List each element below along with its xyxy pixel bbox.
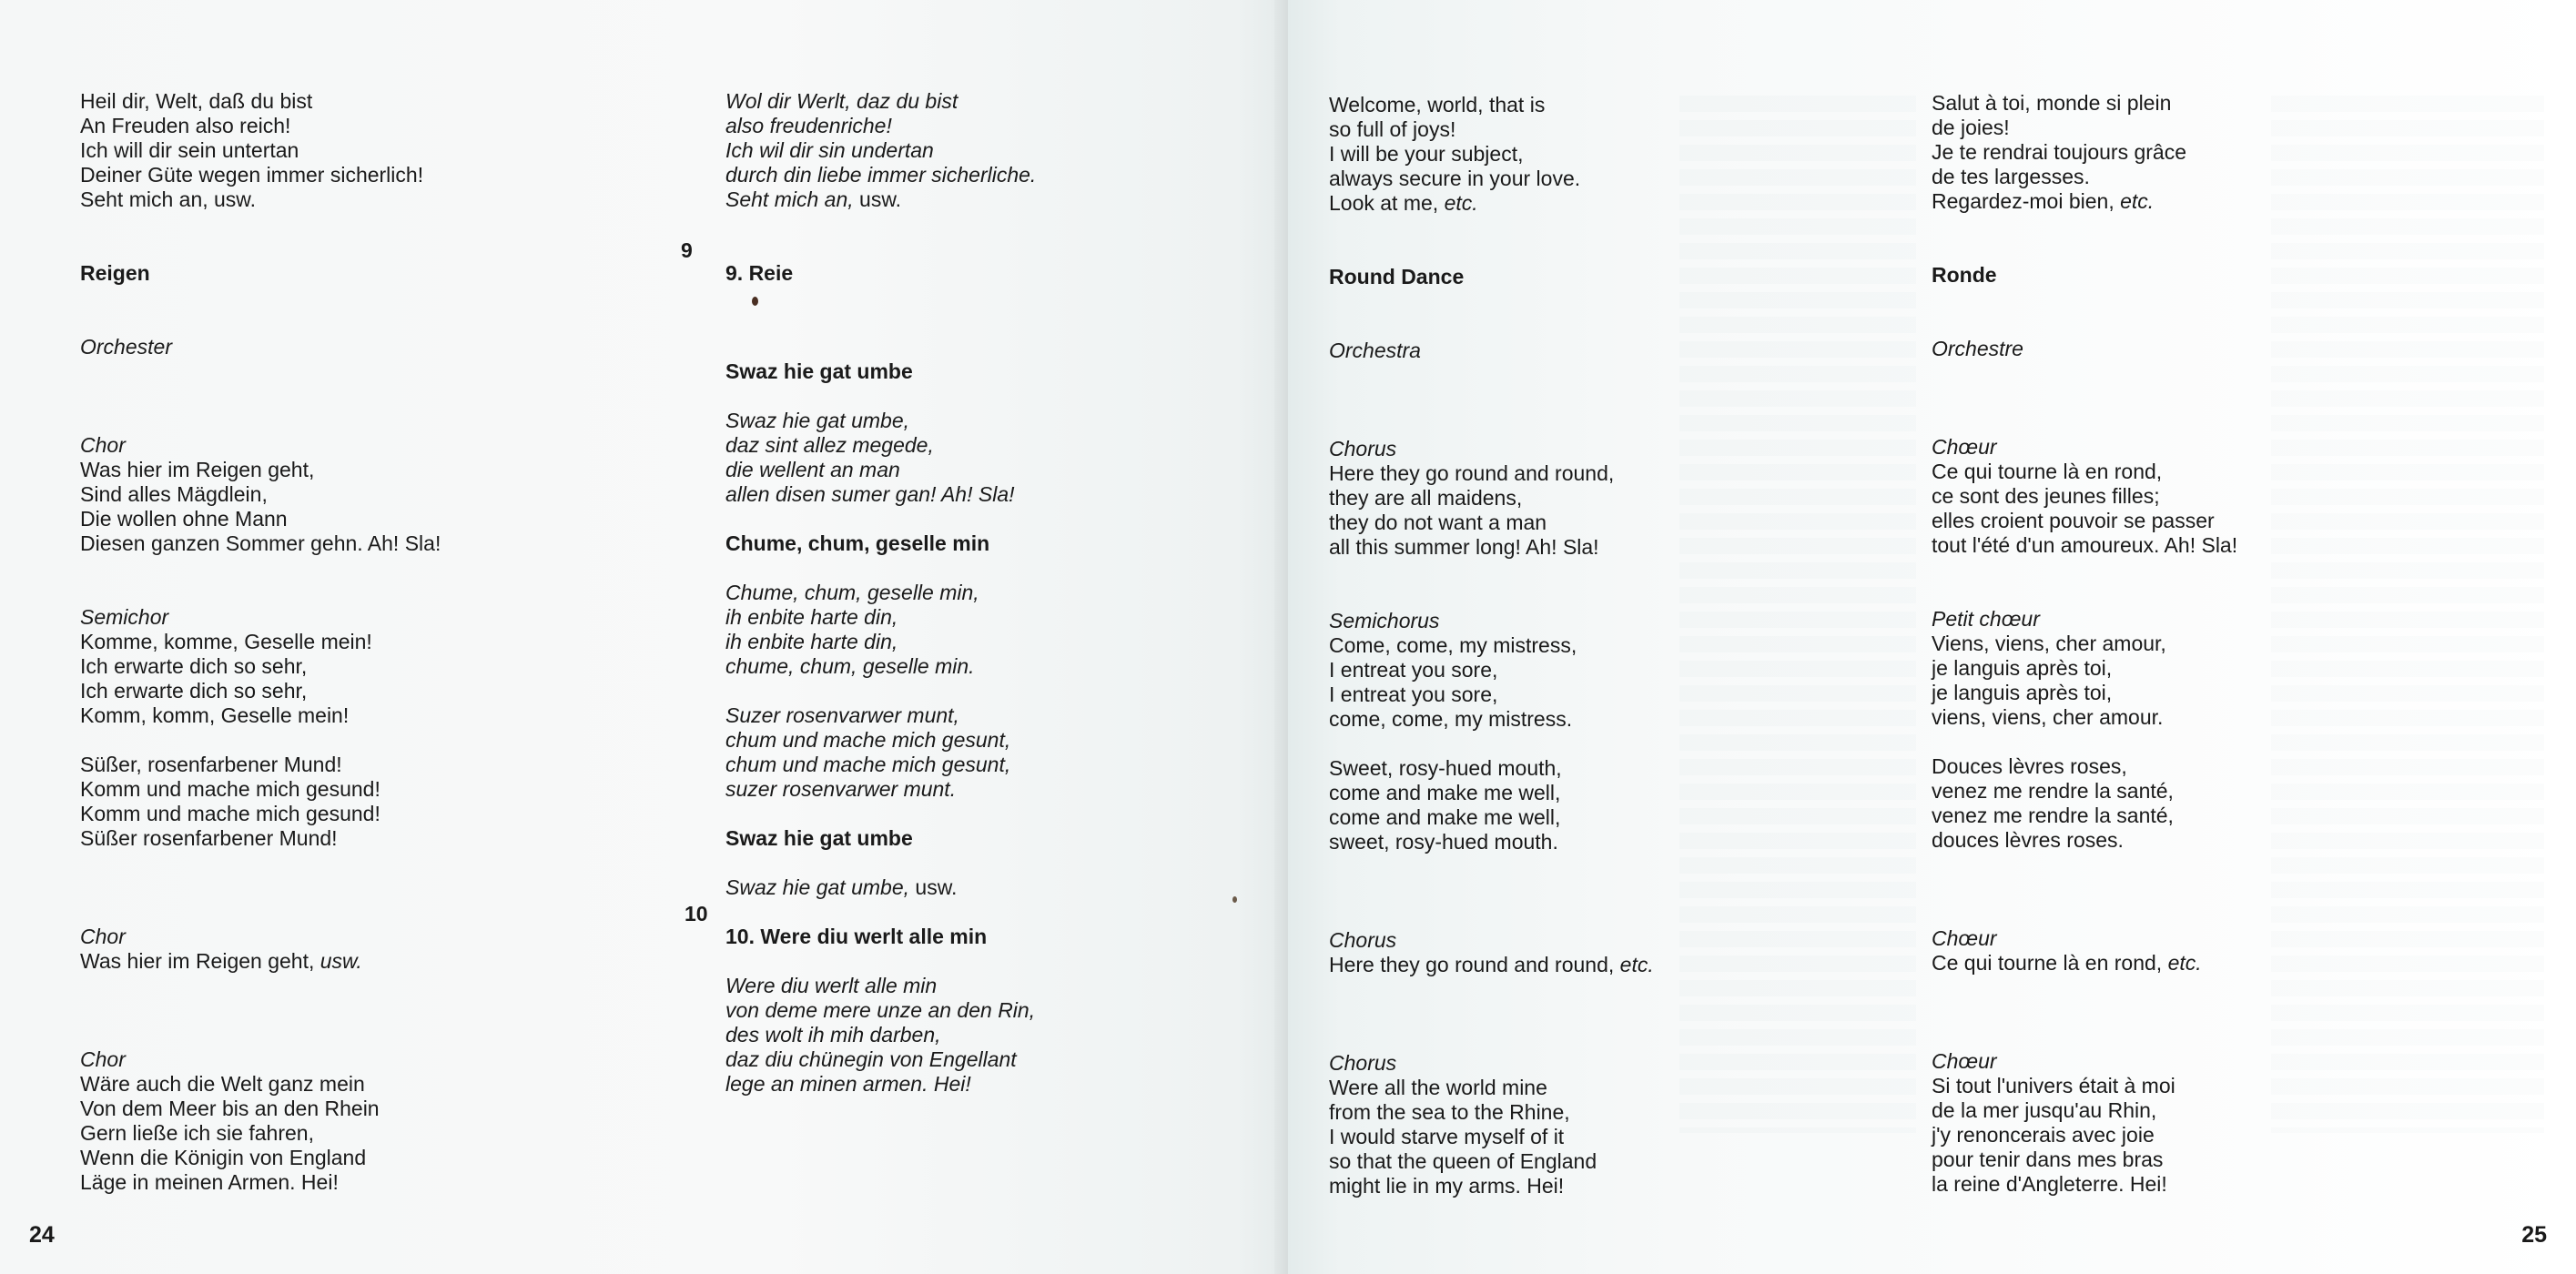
text-line: come and make me well, <box>1329 805 1561 829</box>
text-line: daz diu chünegin von Engellant <box>725 1047 1017 1071</box>
text-line: Komm und mache mich gesund! <box>80 802 380 825</box>
text-line: all this summer long! Ah! Sla! <box>1329 535 1599 559</box>
text-line: might lie in my arms. Hei! <box>1329 1174 1565 1198</box>
text-line: so full of joys! <box>1329 117 1456 141</box>
instrument-label: Orchestre <box>1932 337 2023 360</box>
text-line: von deme mere unze an den Rin, <box>725 998 1036 1022</box>
text-line: de tes largesses. <box>1932 165 2090 188</box>
text-line: elles croient pouvoir se passer <box>1932 509 2215 532</box>
text-line: viens, viens, cher amour. <box>1932 705 2164 729</box>
text-line: so that the queen of England <box>1329 1149 1597 1173</box>
section-heading: 10. Were diu werlt alle min <box>725 925 988 948</box>
text-line: de joies! <box>1932 116 2010 139</box>
text-line: Come, come, my mistress, <box>1329 633 1577 657</box>
text-line: die wellent an man <box>725 458 900 481</box>
text-line: Süßer rosenfarbener Mund! <box>80 826 338 850</box>
text-line: Süßer, rosenfarbener Mund! <box>80 753 342 776</box>
text-line: je languis après toi, <box>1932 656 2113 680</box>
voice-label: Chorus <box>1329 437 1397 460</box>
text-line: Seht mich an, usw. <box>725 187 902 211</box>
page-number: 24 <box>29 1222 55 1248</box>
text-line: they are all maidens, <box>1329 486 1523 510</box>
voice-label: Chor <box>80 1047 126 1071</box>
text-line: Die wollen ohne Mann <box>80 507 288 531</box>
text-line: Chume, chum, geselle min, <box>725 581 979 604</box>
text-line: j'y renoncerais avec joie <box>1932 1123 2155 1147</box>
text-line: Wäre auch die Welt ganz mein <box>80 1072 365 1096</box>
text-line: Were all the world mine <box>1329 1076 1547 1099</box>
text-line: ce sont des jeunes filles; <box>1932 484 2160 508</box>
german-intro <box>80 89 441 212</box>
voice-label: Chorus <box>1329 928 1397 952</box>
section-heading: Swaz hie gat umbe <box>725 826 913 850</box>
text-line: Ce qui tourne là en rond, etc. <box>1932 951 2202 975</box>
text-line: An Freuden also reich! <box>80 114 291 137</box>
text-line: venez me rendre la santé, <box>1932 779 2174 803</box>
text-line: Ich will dir sein untertan <box>80 138 299 162</box>
show-through-texture <box>1679 96 1916 1133</box>
text-line: Ich erwarte dich so sehr, <box>80 679 308 703</box>
text-line: Ce qui tourne là en rond, <box>1932 460 2163 483</box>
text-line: chum und mache mich gesunt, <box>725 728 1011 752</box>
section-heading: Reigen <box>80 261 150 285</box>
text-line: Viens, viens, cher amour, <box>1932 632 2166 655</box>
text-line: ih enbite harte din, <box>725 630 898 653</box>
instrument-label: Orchester <box>80 335 172 359</box>
text-line: Swaz hie gat umbe, <box>725 409 910 432</box>
text-line: Komm, komm, Geselle mein! <box>80 703 350 727</box>
text-line: Von dem Meer bis an den Rhein <box>80 1097 380 1120</box>
text-line: Regardez-moi bien, etc. <box>1932 189 2155 213</box>
track-number-9: 9 <box>681 238 693 262</box>
voice-label: Semichorus <box>1329 609 1440 632</box>
text-line: I entreat you sore, <box>1329 682 1498 706</box>
text-line: durch din liebe immer sicherliche. <box>725 163 1037 187</box>
paper-speck <box>752 297 758 306</box>
text-line: allen disen sumer gan! Ah! Sla! <box>725 482 1015 506</box>
section-heading: Swaz hie gat umbe <box>725 359 913 383</box>
text-line: Welcome, world, that is <box>1329 93 1546 116</box>
voice-label: Petit chœur <box>1932 607 2040 631</box>
voice-label: Semichor <box>80 605 169 629</box>
text-line: Deiner Güte wegen immer sicherlich! <box>80 163 424 187</box>
text-line: Komme, komme, Geselle mein! <box>80 630 372 653</box>
voice-label: Chœur <box>1932 926 1997 950</box>
text-line: Swaz hie gat umbe, usw. <box>725 875 958 899</box>
text-line: chume, chum, geselle min. <box>725 654 975 678</box>
voice-label: Chœur <box>1932 1049 1997 1073</box>
section-heading: Round Dance <box>1329 265 1465 288</box>
text-line: Here they go round and round, etc. <box>1329 953 1654 976</box>
voice-label: Chœur <box>1932 435 1997 459</box>
voice-label: Chor <box>80 925 126 948</box>
voice-label: Chor <box>80 433 126 457</box>
text-line: come, come, my mistress. <box>1329 707 1573 731</box>
text-line: Ich erwarte dich so sehr, <box>80 654 308 678</box>
french-column <box>1932 91 2237 1197</box>
text-line: Salut à toi, monde si plein <box>1932 91 2172 115</box>
text-line: sweet, rosy-hued mouth. <box>1329 830 1558 854</box>
text-line: Läge in meinen Armen. Hei! <box>80 1170 339 1194</box>
text-line: Seht mich an, usw. <box>80 187 257 211</box>
track-number-10: 10 <box>685 902 708 925</box>
text-line: Ich wil dir sin undertan <box>725 138 934 162</box>
text-line: daz sint allez megede, <box>725 433 934 457</box>
text-line: Here they go round and round, <box>1329 461 1615 485</box>
paper-speck <box>1232 896 1237 903</box>
text-line: la reine d'Angleterre. Hei! <box>1932 1172 2167 1196</box>
text-line: Look at me, etc. <box>1329 191 1478 215</box>
section-heading: Chume, chum, geselle min <box>725 531 990 555</box>
text-line: Si tout l'univers était à moi <box>1932 1074 2175 1097</box>
text-line: I will be your subject, <box>1329 142 1524 166</box>
text-line: Was hier im Reigen geht, usw. <box>80 949 362 973</box>
text-line: des wolt ih mih darben, <box>725 1023 941 1046</box>
text-line: Wol dir Werlt, daz du bist <box>725 89 958 113</box>
text-line: Heil dir, Welt, daß du bist <box>80 89 313 113</box>
text-line: Suzer rosenvarwer munt, <box>725 703 959 727</box>
text-line: tout l'été d'un amoureux. Ah! Sla! <box>1932 533 2238 557</box>
text-line: Komm und mache mich gesund! <box>80 777 380 801</box>
text-line: pour tenir dans mes bras <box>1932 1148 2164 1171</box>
german-column <box>80 89 441 1195</box>
text-line: ih enbite harte din, <box>725 605 898 629</box>
show-through-texture <box>2271 96 2544 1133</box>
text-line: from the sea to the Rhine, <box>1329 1100 1570 1124</box>
text-line: come and make me well, <box>1329 781 1561 804</box>
text-line: always secure in your love. <box>1329 167 1581 190</box>
text-line: de la mer jusqu'au Rhin, <box>1932 1098 2157 1122</box>
text-line: Was hier im Reigen geht, <box>80 458 315 481</box>
text-line: Douces lèvres roses, <box>1932 754 2127 778</box>
text-line: je languis après toi, <box>1932 681 2113 704</box>
text-line: douces lèvres roses. <box>1932 828 2124 852</box>
text-line: chum und mache mich gesunt, <box>725 753 1011 776</box>
text-line: Wenn die Königin von England <box>80 1146 367 1169</box>
text-line: Sweet, rosy-hued mouth, <box>1329 756 1562 780</box>
text-line: Je te rendrai toujours grâce <box>1932 140 2186 164</box>
text-line: suzer rosenvarwer munt. <box>725 777 957 801</box>
text-line: Gern ließe ich sie fahren, <box>80 1121 314 1145</box>
text-line: I would starve myself of it <box>1329 1125 1565 1148</box>
text-line: venez me rendre la santé, <box>1932 804 2174 827</box>
right-page <box>1288 0 2576 1274</box>
original-text-column <box>725 89 1036 1097</box>
section-heading: Ronde <box>1932 263 1997 287</box>
page-number: 25 <box>2521 1222 2547 1248</box>
voice-label: Chorus <box>1329 1051 1397 1075</box>
english-column <box>1329 93 1654 1198</box>
text-line: they do not want a man <box>1329 511 1547 534</box>
section-heading: 9. Reie <box>725 261 794 285</box>
text-line: Diesen ganzen Sommer gehn. Ah! Sla! <box>80 531 441 555</box>
text-line: lege an minen armen. Hei! <box>725 1072 971 1096</box>
text-line: also freudenriche! <box>725 114 892 137</box>
instrument-label: Orchestra <box>1329 339 1421 362</box>
text-line: I entreat you sore, <box>1329 658 1498 682</box>
text-line: Were diu werlt alle min <box>725 974 938 997</box>
text-line: Sind alles Mägdlein, <box>80 482 268 506</box>
